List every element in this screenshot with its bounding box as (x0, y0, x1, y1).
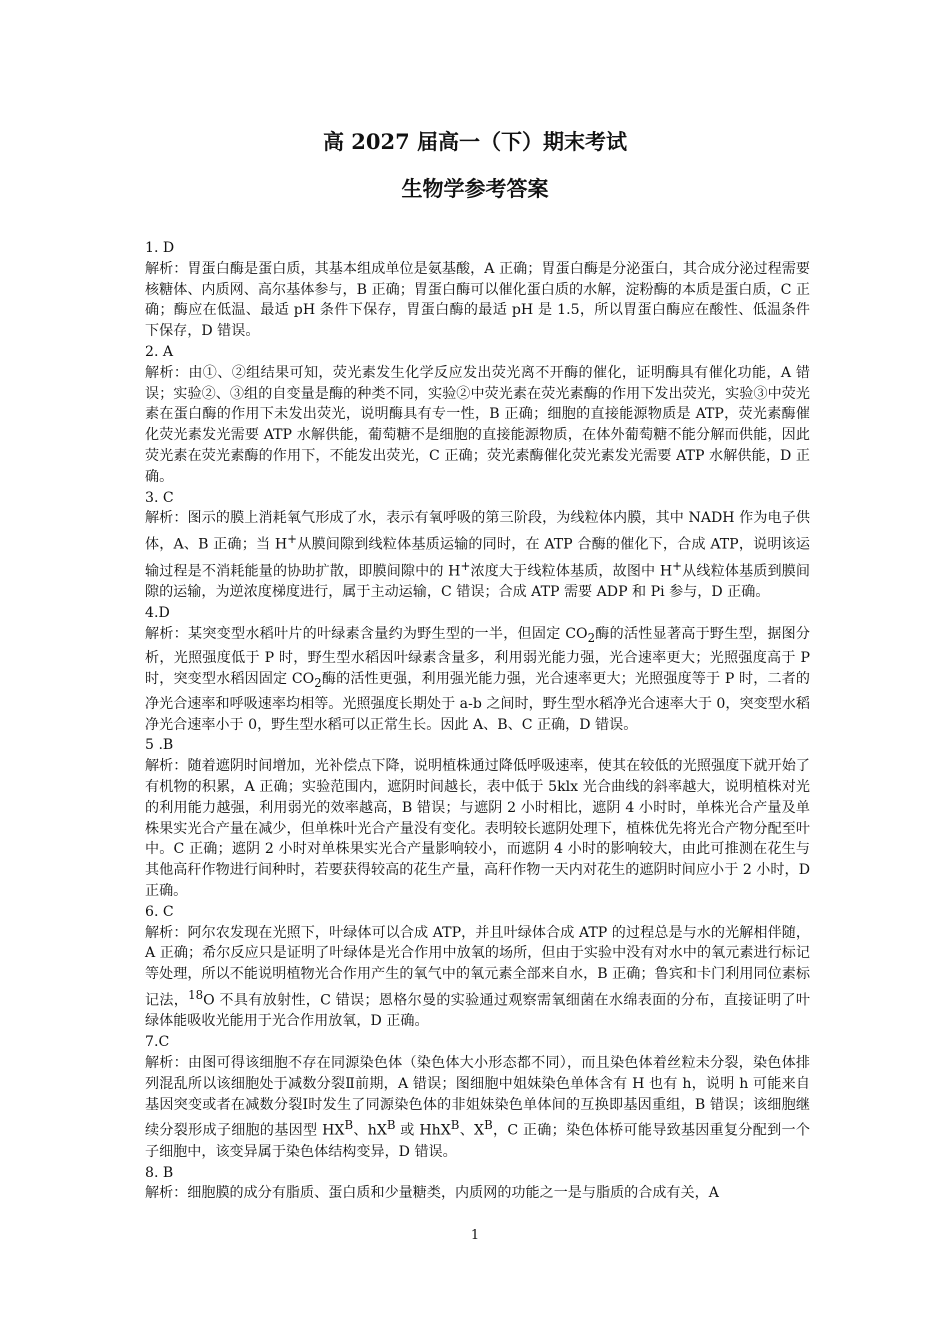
subscript: 2 (314, 675, 322, 690)
answer-explanation-3 (145, 508, 810, 603)
text-run: O 不具有放射性，C 错误；恩格尔曼的实验通过观察需氧细菌在水绵表面的分布，直接证明了叶绿体能吸收光能用于光合作用放氧，D 正确。 (145, 992, 811, 1030)
superscript: B (484, 1118, 493, 1133)
text-run: 解析：某突变型水稻叶片的叶绿素含量约为野生型的一半，但固定 CO (145, 625, 588, 642)
answer-number-4: 4.D (145, 604, 170, 621)
page-number: 1 (470, 1228, 480, 1243)
subscript: 2 (587, 630, 596, 645)
answer-number-1: 1. D (145, 240, 175, 256)
text-run: 、X (459, 1123, 485, 1140)
answer-number-3: 3. C (145, 489, 174, 506)
superscript: 18 (188, 987, 204, 1002)
superscript: B (450, 1118, 460, 1133)
superscript: + (460, 558, 471, 573)
superscript: B (386, 1118, 396, 1133)
answer-explanation-4 (145, 624, 810, 736)
answer-explanation-2: 解析：由①、②组结果可知，荧光素发生化学反应发出荧光离不开酶的催化，证明酶具有催化功能，A 错误；实验②、③组的自变量是酶的种类不同，实验②中荧光素在荧光素酶的作用下发出荧光，实验③中荧光素在蛋白酶的作用下未发出荧光，说明酶具有专一性，B 正确；细胞的直接能源物质是 ATP，荧光素酶催化荧光素发光需要 ATP 水解供能，葡萄糖不是细胞的直接能源物质，在体外葡萄糖不能分解而供能，因此荧光素在荧光素酶的作用下，不能发出荧光，C 正确；荧光素酶催化荧光素发光需要 ATP 水解供能，D 正确。 (145, 364, 810, 485)
answer-number-6: 6. C (145, 903, 174, 920)
superscript: B (344, 1118, 354, 1133)
answer-number-7: 7.C (145, 1034, 170, 1051)
answer-explanation-5: 解析：随着遮阴时间增加，光补偿点下降，说明植株通过降低呼吸速率，使其在较低的光照强度下就开始了有机物的积累，A 正确；实验范围内，遮阴时间越长，表中低于 5klx 光合曲线的斜率越大，说明植株对光的利用能力越强，利用弱光的效率越高，B 错误；与遮阴 2 小时相比，遮阴 4 小时时，单株光合产量及单株果实光合产量在减少，但单株叶光合产量没有变化。表明较长遮阴处理下，植株优先将光合产物分配至叶中。C 正确；遮阴 2 小时对单株果实光合产量影响较小，而遮阴 4 小时的影响较大，由此可推测在花生与其他高秆作物进行间种时，若要获得较高的花生产量，高秆作物一天内对花生的遮阴时间应小于 2 小时，D 正确。 (145, 758, 810, 899)
text-run: 解析：阿尔农发现在光照下，叶绿体可以合成 ATP，并且叶绿体合成 ATP 的过程总是与水的光解相伴随，A 正确；希尔反应只是证明了叶绿体是光合作用中放氧的场所，但由于实验中没有对水中的氧元素进行标记等处理，所以不能说明植物光合作用产生的氧气中的氧元素全部来自水，B 正确；鲁宾和卡门利用同位素标记法， (145, 924, 810, 1009)
text-run: 酶的活性显著高于野生型，据图分析，光照强度低于 P 时，野生型水稻因叶绿素含量多，利用弱光能力强，光合速率更大；光照强度高于 P 时，突变型水稻因固定 CO (145, 625, 810, 688)
text-run: 解析：图示的膜上消耗氧气形成了水，表示有氧呼吸的第三阶段，为线粒体内膜，其中 NADH 作为电子供体，A、B 正确；当 H (145, 510, 810, 553)
answer-list (145, 238, 810, 1204)
text-run: ，C 正确；染色体桥可能导致基因重复分配到一个子细胞中，该变异属于染色体结构变异，D 错误。 (145, 1123, 810, 1160)
text-run: 、hX (353, 1123, 387, 1140)
answer-number-5: 5 .B (145, 737, 174, 754)
text-run: 酶的活性更强，利用强光能力强，光合速率更大；光照强度等于 P 时，二者的净光合速率和呼吸速率均相等。光照强度长期处于 a-b 之间时，野生型水稻净光合速率大于 0，突变型水稻净光合速率小于 0，野生型水稻可以正常生长。因此 A、B、C 正确，D 错误。 (145, 671, 810, 733)
text-run: 从膜间隙到线粒体基质运输的同时，在 ATP 合酶的催化下，合成 ATP，说明该运输过程是不消耗能量的协助扩散，即膜间隙中的 H (145, 536, 810, 580)
answer-explanation-6 (145, 923, 810, 1033)
text-run: 浓度大于线粒体基质，故图中 H (470, 563, 673, 580)
superscript: + (287, 532, 298, 547)
answer-number-2: 2. A (145, 343, 174, 360)
page-subtitle: 生物学参考答案 (401, 176, 549, 201)
text-run: 解析：由图可得该细胞不存在同源染色体（染色体大小形态都不同），而且染色体着丝粒未分裂，染色体排列混乱所以该细胞处于减数分裂Ⅱ前期，A 错误；图细胞中姐妹染色单体含有 H 也有 h，说明 h 可能来自基因突变或者在减数分裂Ⅰ时发生了同源染色体的非姐妹染色单体间的互换即基因重组，B 错误；该细胞继续分裂形成子细胞的基因型 HX (145, 1054, 810, 1140)
answer-explanation-1: 解析：胃蛋白酶是蛋白质，其基本组成单位是氨基酸，A 正确；胃蛋白酶是分泌蛋白，其合成分泌过程需要核糖体、内质网、高尔基体参与，B 正确；胃蛋白酶可以催化蛋白质的水解，淀粉酶的本质是蛋白质，C 正确；酶应在低温、最适 pH 条件下保存，胃蛋白酶的最适 pH 是 1.5，所以胃蛋白酶应在酸性、低温条件下保存，D 错误。 (145, 260, 810, 340)
answer-explanation-8: 解析：细胞膜的成分有脂质、蛋白质和少量糖类，内质网的功能之一是与脂质的合成有关，A (145, 1185, 719, 1202)
answer-explanation-7 (145, 1053, 810, 1163)
superscript: + (672, 558, 683, 573)
page-title: 高 2027 届高一（下）期末考试 (322, 129, 628, 154)
text-run: 从线粒体基质到膜间隙的运输，为逆浓度梯度进行，属于主动运输，C 错误；合成 ATP 需要 ADP 和 Pi 参与，D 正确。 (145, 563, 810, 601)
text-run: 或 HhX (395, 1123, 451, 1140)
answer-number-8: 8. B (145, 1164, 174, 1181)
